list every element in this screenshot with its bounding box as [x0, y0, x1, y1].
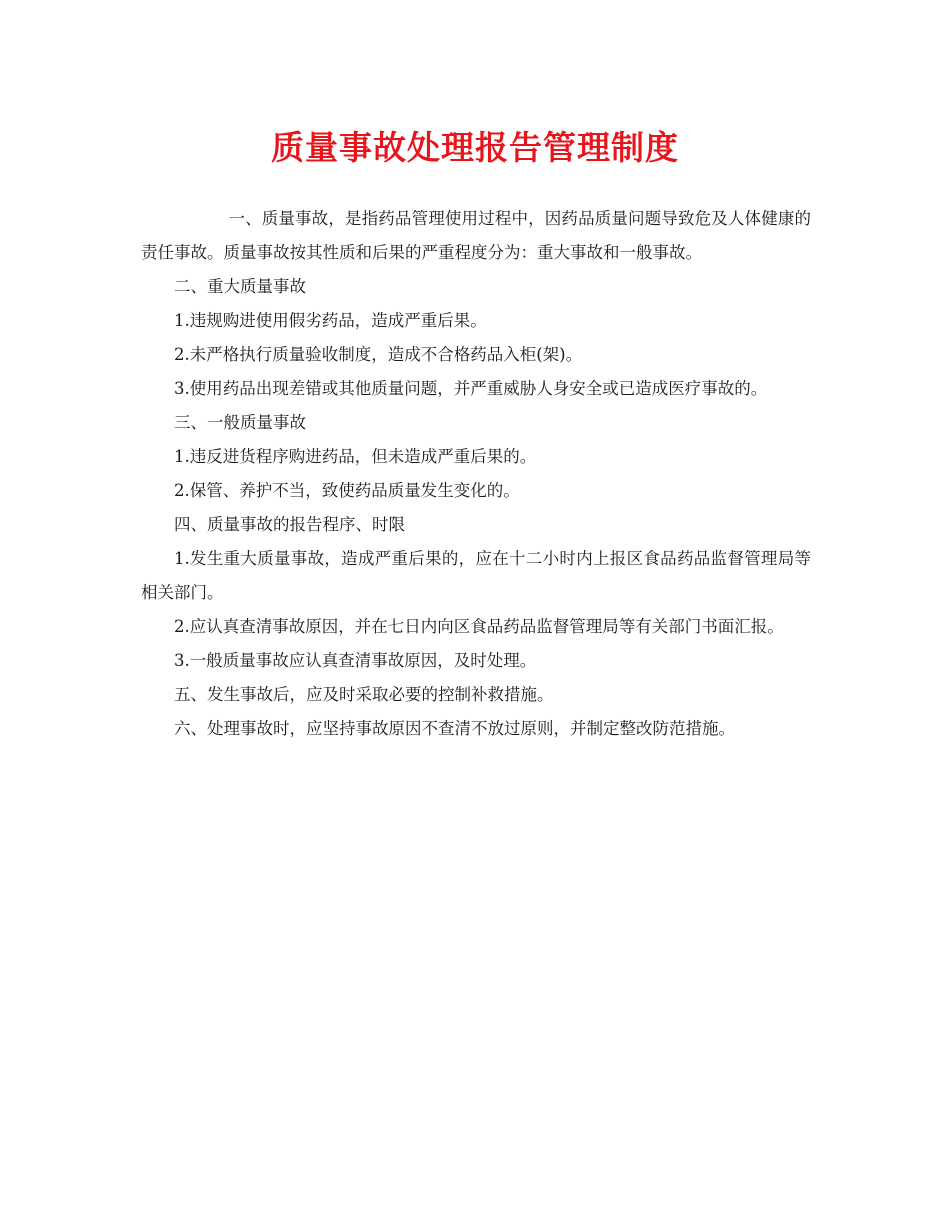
document-title: 质量事故处理报告管理制度: [271, 128, 679, 167]
section-heading-reporting: 四、质量事故的报告程序、时限: [174, 515, 405, 534]
list-item: 1.违规购进使用假劣药品，造成严重后果。: [174, 311, 487, 330]
section-heading-general: 三、一般质量事故: [174, 413, 306, 432]
paragraph-definition: 一、质量事故，是指药品管理使用过程中，因药品质量问题导致危及人体健康的责任事故。质量事故按其性质和后果的严重程度分为：重大事故和一般事故。: [141, 209, 811, 262]
list-item: 3.一般质量事故应认真查清事故原因，及时处理。: [174, 651, 537, 670]
list-item: 1.违反进货程序购进药品，但未造成严重后果的。: [174, 447, 537, 466]
list-item: 2.应认真查清事故原因，并在七日内向区食品药品监督管理局等有关部门书面汇报。: [174, 617, 784, 636]
section-heading-major: 二、重大质量事故: [174, 277, 306, 296]
document-body: [141, 202, 811, 746]
section-remedial-measures: 五、发生事故后，应及时采取必要的控制补救措施。: [174, 685, 554, 704]
list-item: 3.使用药品出现差错或其他质量问题，并严重威胁人身安全或已造成医疗事故的。: [174, 379, 768, 398]
list-item: 1.发生重大质量事故，造成严重后果的，应在十二小时内上报区食品药品监督管理局等相关部门。: [141, 549, 811, 602]
section-handling-principle: 六、处理事故时，应坚持事故原因不查清不放过原则，并制定整改防范措施。: [174, 719, 735, 738]
list-item: 2.保管、养护不当，致使药品质量发生变化的。: [174, 481, 520, 500]
list-item: 2.未严格执行质量验收制度，造成不合格药品入柜(架)。: [174, 345, 583, 364]
